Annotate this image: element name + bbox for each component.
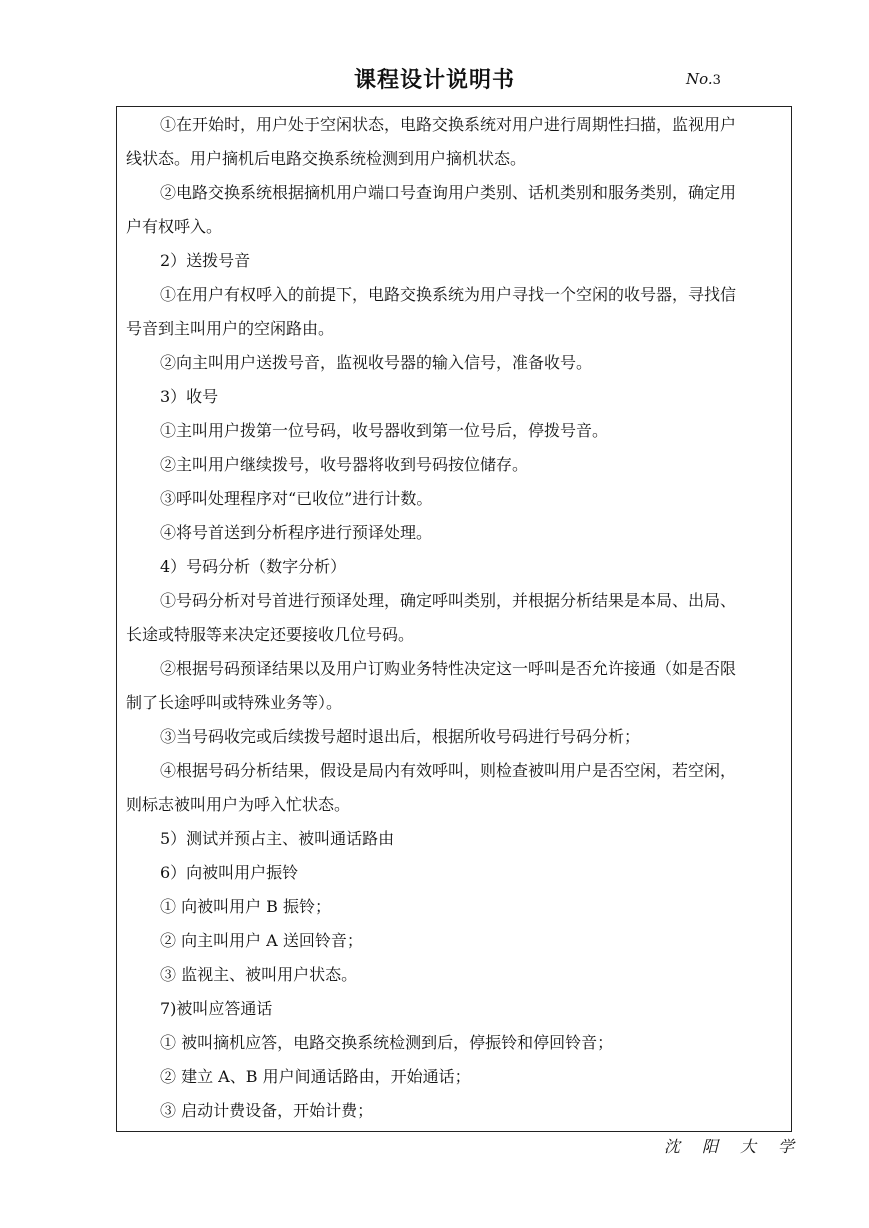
text-line: 3）收号: [160, 387, 219, 406]
text-line: 2）送拨号音: [160, 251, 251, 270]
text-line: ③ 监视主、被叫用户状态。: [160, 965, 358, 984]
text-line: ② 向主叫用户 A 送回铃音；: [160, 931, 363, 950]
page-number-label: No.: [686, 70, 713, 88]
text-line: ① 被叫摘机应答，电路交换系统检测到后，停振铃和停回铃音；: [160, 1033, 614, 1052]
text-line: 户有权呼入。: [126, 217, 223, 236]
document-title: 课程设计说明书: [353, 68, 515, 93]
text-line: ① 向被叫用户 B 振铃；: [160, 897, 332, 916]
text-line: ②主叫用户继续拨号，收号器将收到号码按位储存。: [160, 455, 529, 474]
text-line: ①在开始时，用户处于空闲状态，电路交换系统对用户进行周期性扫描，监视用户: [160, 115, 737, 134]
text-line: 4）号码分析（数字分析）: [160, 557, 347, 576]
text-line: 长途或特服等来决定还要接收几位号码。: [126, 625, 415, 644]
text-line: 号音到主叫用户的空闲路由。: [126, 319, 335, 338]
text-line: 5）测试并预占主、被叫通话路由: [160, 829, 395, 848]
text-line: ③当号码收完或后续拨号超时退出后，根据所收号码进行号码分析；: [160, 727, 641, 746]
text-line: ④将号首送到分析程序进行预译处理。: [160, 523, 433, 542]
footer-institution: 沈阳大学: [664, 1137, 817, 1156]
text-line: ③呼叫处理程序对“已收位”进行计数。: [160, 489, 433, 508]
text-line: ①主叫用户拨第一位号码，收号器收到第一位号后，停拨号音。: [160, 421, 609, 440]
text-line: ②向主叫用户送拨号音，监视收号器的输入信号，准备收号。: [160, 353, 593, 372]
text-line: ② 建立 A、B 用户间通话路由，开始通话；: [160, 1067, 471, 1086]
text-line: ①号码分析对号首进行预译处理，确定呼叫类别，并根据分析结果是本局、出局、: [160, 591, 737, 610]
page-number: [686, 70, 721, 88]
text-line: 6）向被叫用户振铃: [160, 863, 299, 882]
text-line: ①在用户有权呼入的前提下，电路交换系统为用户寻找一个空闲的收号器，寻找信: [160, 285, 737, 304]
page-number-value: 3: [712, 73, 721, 88]
text-line: ④根据号码分析结果，假设是局内有效呼叫，则检查被叫用户是否空闲，若空闲，: [160, 761, 737, 780]
text-line: ③ 启动计费设备，开始计费；: [160, 1101, 374, 1120]
text-line: ②根据号码预译结果以及用户订购业务特性决定这一呼叫是否允许接通（如是否限: [160, 659, 737, 678]
text-line: 线状态。用户摘机后电路交换系统检测到用户摘机状态。: [126, 149, 527, 168]
text-line: ②电路交换系统根据摘机用户端口号查询用户类别、话机类别和服务类别，确定用: [160, 183, 737, 202]
text-line: 7)被叫应答通话: [160, 999, 273, 1018]
text-line: 则标志被叫用户为呼入忙状态。: [126, 795, 351, 814]
text-line: 制了长途呼叫或特殊业务等）。: [126, 693, 343, 712]
